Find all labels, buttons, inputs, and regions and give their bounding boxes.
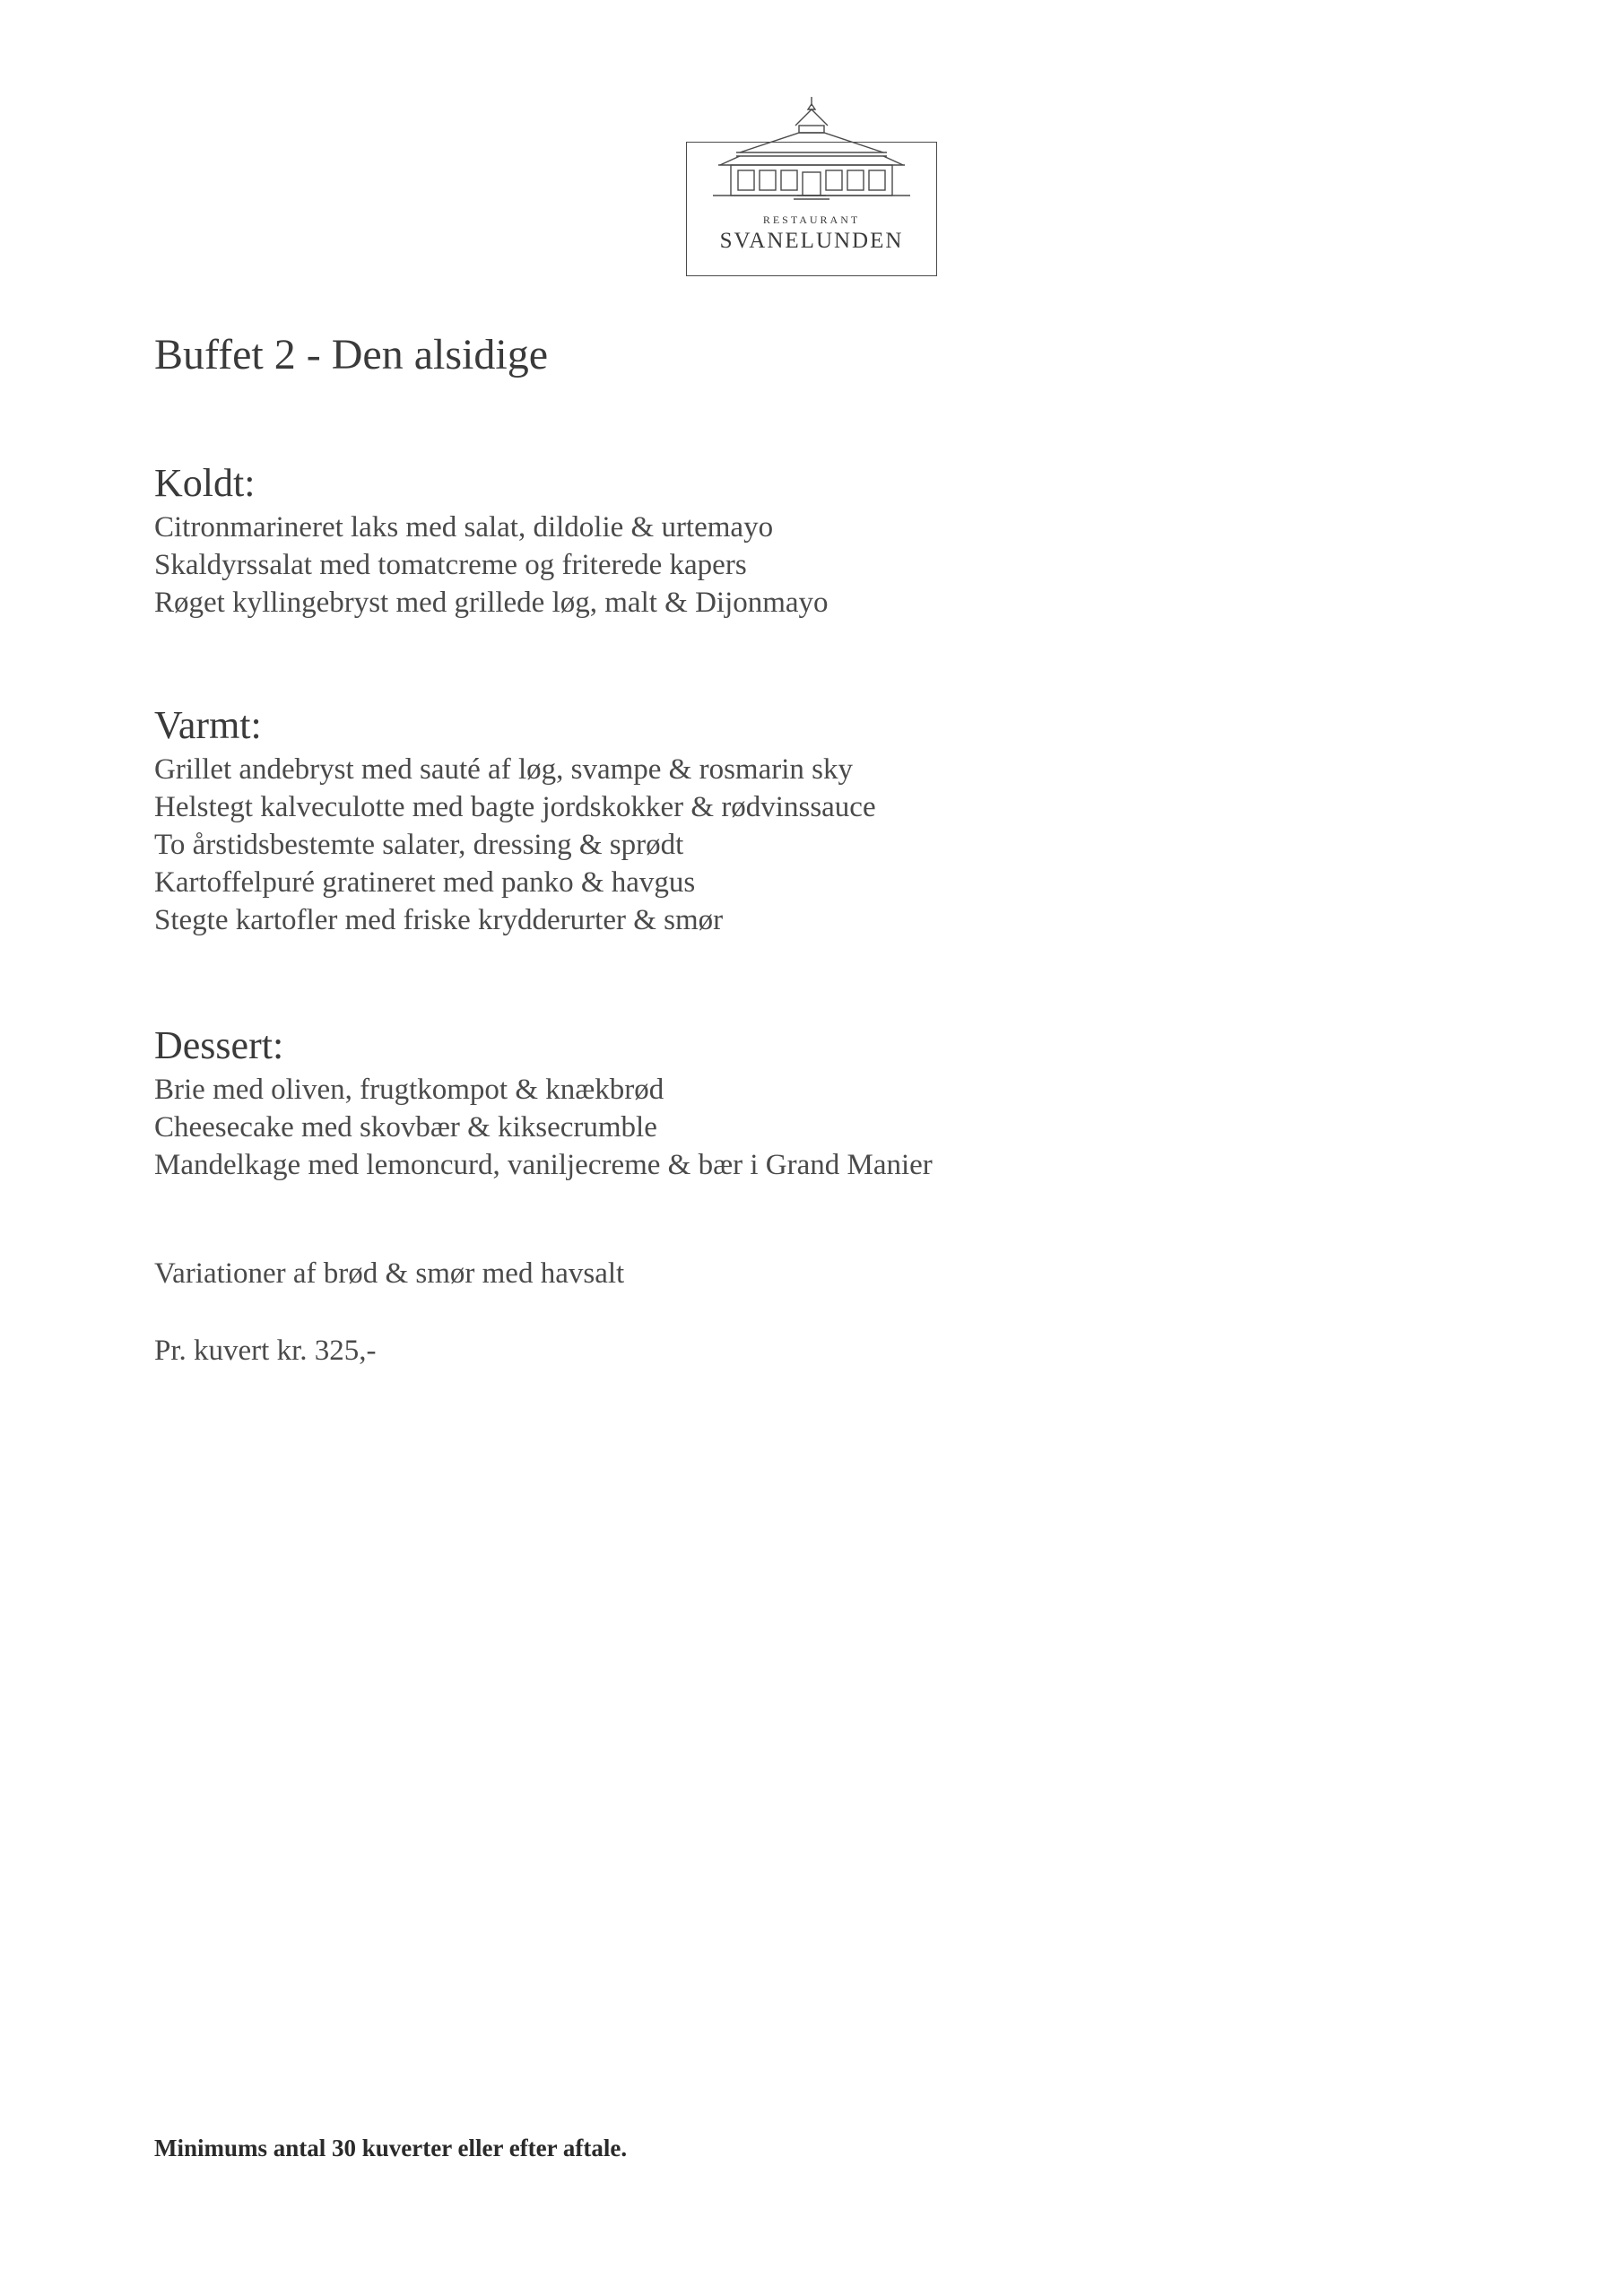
minimum-guests-note: Minimums antal 30 kuverter eller efter aftale.: [154, 2135, 628, 2161]
menu-item: Mandelkage med lemoncurd, vaniljecreme & bær i Grand Manier: [154, 1149, 933, 1181]
bread-note: Variationer af brød & smør med havsalt: [154, 1257, 625, 1290]
section-heading: Koldt:: [154, 461, 256, 505]
menu-title: Buffet 2 - Den alsidige: [154, 331, 549, 378]
section-heading: Varmt:: [154, 703, 262, 747]
section-dessert: [154, 1022, 933, 1184]
menu-item: Kartoffelpuré gratineret med panko & havgus: [154, 866, 696, 899]
section-varmt: [154, 702, 876, 939]
price-per-cover: Pr. kuvert kr. 325,-: [154, 1335, 377, 1367]
menu-item: To årstidsbestemte salater, dressing & sprødt: [154, 829, 684, 861]
menu-item: Cheesecake med skovbær & kiksecrumble: [154, 1111, 657, 1144]
menu-item: Helstegt kalveculotte med bagte jordskokker & rødvinssauce: [154, 791, 876, 823]
section-koldt: [154, 460, 829, 622]
menu-item: Grillet andebryst med sauté af løg, svampe & rosmarin sky: [154, 753, 853, 786]
menu-item: Skaldyrssalat med tomatcreme og friterede kapers: [154, 549, 747, 581]
menu-item: Citronmarineret laks med salat, dildolie & urtemayo: [154, 511, 774, 544]
menu-item: Stegte kartofler med friske krydderurter & smør: [154, 904, 724, 936]
section-heading: Dessert:: [154, 1023, 284, 1067]
restaurant-logo: [686, 90, 937, 276]
logo-name: SVANELUNDEN: [719, 229, 904, 253]
menu-item: Brie med oliven, frugtkompot & knækbrød: [154, 1074, 664, 1106]
logo-subtitle: RESTAURANT: [762, 213, 861, 226]
pavilion-icon: [686, 90, 937, 202]
menu-item: Røget kyllingebryst med grillede løg, malt & Dijonmayo: [154, 587, 829, 619]
